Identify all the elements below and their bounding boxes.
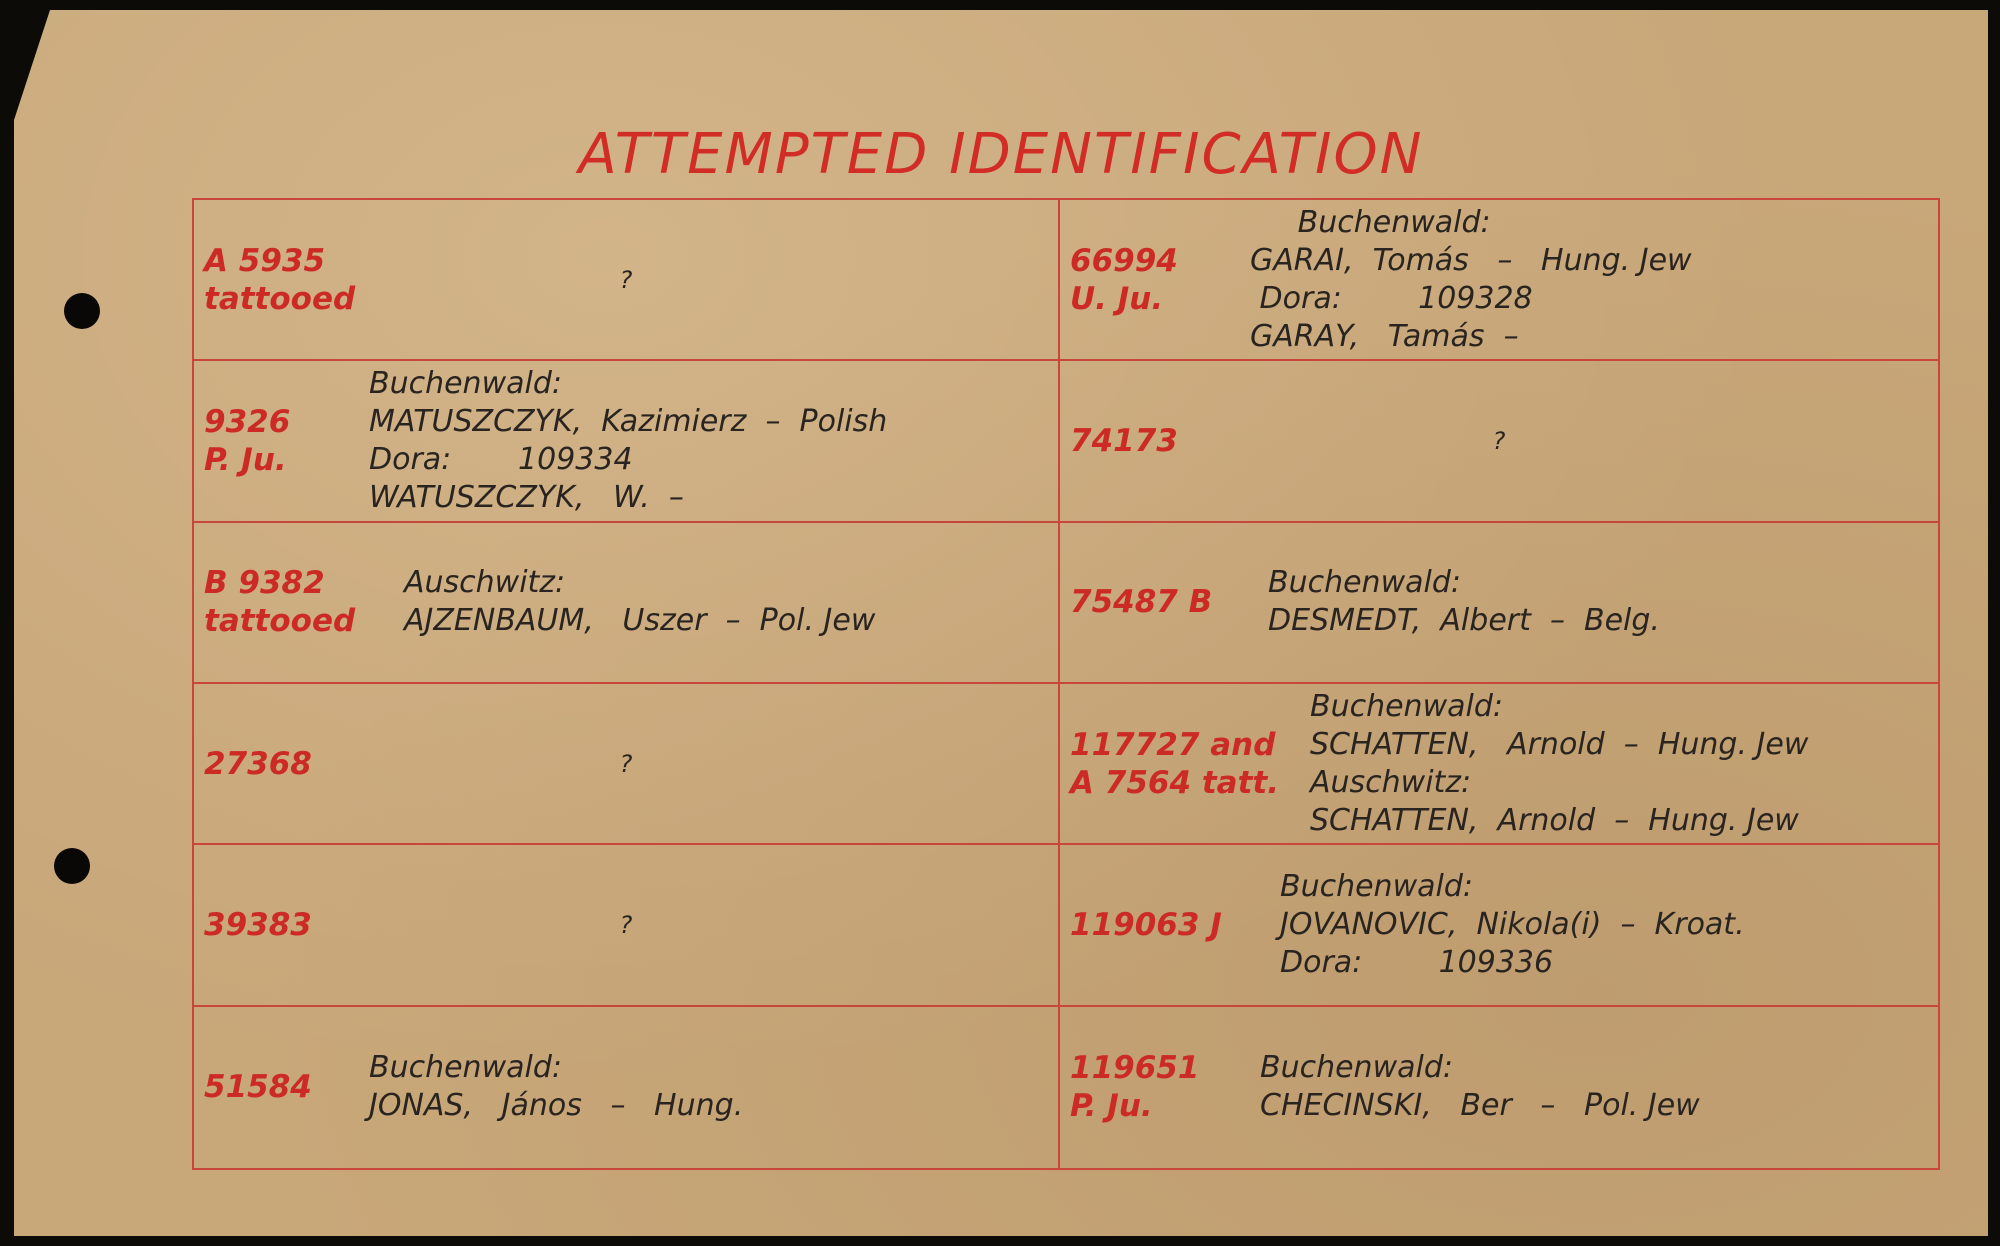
entry-cell xyxy=(1060,684,1938,845)
prisoner-number xyxy=(1070,906,1222,944)
index-card xyxy=(14,10,1988,1236)
number-line: tattooed xyxy=(204,603,356,640)
detail-line: CHECINSKI, Ber – Pol. Jew xyxy=(1260,1088,1700,1124)
detail-line: Buchenwald: xyxy=(369,1050,562,1086)
detail-line: JOVANOVIC, Nikola(i) – Kroat. xyxy=(1280,906,1745,942)
number-line: P. Ju. xyxy=(1070,1088,1153,1125)
unknown-mark: ? xyxy=(619,749,633,778)
detail-line: JONAS, János – Hung. xyxy=(369,1088,744,1124)
number-line: A 5935 xyxy=(204,242,326,279)
detail-line: Buchenwald: xyxy=(1268,565,1461,601)
identification-details xyxy=(369,1049,743,1125)
prisoner-number xyxy=(1070,726,1279,802)
prisoner-number xyxy=(204,1068,312,1106)
detail-line: Buchenwald: xyxy=(1250,204,1491,240)
detail-line: Buchenwald: xyxy=(369,365,562,401)
detail-line: Auschwitz: xyxy=(1310,764,1472,800)
identification-details xyxy=(1260,1049,1700,1125)
detail-line: MATUSZCZYK, Kazimierz – Polish xyxy=(369,403,888,439)
entry-cell xyxy=(1060,200,1938,361)
punch-hole xyxy=(64,293,100,329)
detail-line: GARAI, Tomás – Hung. Jew xyxy=(1250,242,1692,278)
detail-line: WATUSZCZYK, W. – xyxy=(369,479,684,515)
entry-cell xyxy=(1060,845,1938,1006)
identification-details xyxy=(1310,688,1808,840)
detail-line: SCHATTEN, Arnold – Hung. Jew xyxy=(1310,726,1809,762)
entry-cell xyxy=(194,845,1060,1006)
number-line: A 7564 tatt. xyxy=(1070,764,1280,801)
entry-cell xyxy=(194,200,1060,361)
prisoner-number xyxy=(1070,242,1178,318)
number-line: 66994 xyxy=(1070,242,1178,279)
prisoner-number xyxy=(204,403,290,479)
entry-cell xyxy=(1060,361,1938,522)
unknown-mark: ? xyxy=(619,265,633,294)
entry-cell xyxy=(194,684,1060,845)
number-line: 9326 xyxy=(204,403,291,440)
identification-details xyxy=(1250,204,1692,356)
detail-line: Buchenwald: xyxy=(1310,688,1503,724)
identification-details xyxy=(1268,564,1660,640)
number-line: 119651 xyxy=(1070,1050,1200,1087)
detail-line: Dora: 109336 xyxy=(1280,944,1554,980)
number-line: 75487 B xyxy=(1070,584,1213,621)
detail-line: Dora: 109334 xyxy=(369,441,633,477)
number-line: 117727 and xyxy=(1070,726,1276,763)
card-title: ATTEMPTED IDENTIFICATION xyxy=(578,122,1424,187)
number-line: B 9382 xyxy=(204,565,325,602)
number-line: 119063 J xyxy=(1070,906,1222,943)
number-line: U. Ju. xyxy=(1070,280,1164,317)
detail-line: Auschwitz: xyxy=(404,565,566,601)
number-line: 27368 xyxy=(204,745,312,782)
identification-details xyxy=(1280,868,1745,982)
detail-line: GARAY, Tamás – xyxy=(1250,318,1519,354)
entry-cell xyxy=(194,361,1060,522)
torn-corner xyxy=(14,10,50,120)
entry-cell xyxy=(1060,1007,1938,1168)
entry-cell xyxy=(194,1007,1060,1168)
detail-line: Buchenwald: xyxy=(1280,868,1473,904)
prisoner-number xyxy=(1070,1049,1199,1125)
identification-details xyxy=(369,365,887,517)
prisoner-number xyxy=(204,564,355,640)
identification-details xyxy=(404,564,875,640)
number-line: P. Ju. xyxy=(204,441,287,478)
number-line: 51584 xyxy=(204,1069,312,1106)
detail-line: AJZENBAUM, Uszer – Pol. Jew xyxy=(404,603,876,639)
punch-hole xyxy=(54,848,90,884)
detail-line: DESMEDT, Albert – Belg. xyxy=(1268,603,1660,639)
entry-cell xyxy=(1060,523,1938,684)
detail-line: Buchenwald: xyxy=(1260,1050,1453,1086)
unknown-mark: ? xyxy=(1492,426,1506,455)
number-line: 74173 xyxy=(1070,422,1178,459)
detail-line: Dora: 109328 xyxy=(1250,280,1533,316)
unknown-mark: ? xyxy=(619,910,633,939)
identification-table xyxy=(192,198,1940,1170)
prisoner-number xyxy=(1070,583,1212,621)
number-line: 39383 xyxy=(204,906,312,943)
detail-line: SCHATTEN, Arnold – Hung. Jew xyxy=(1310,802,1799,838)
entry-cell xyxy=(194,523,1060,684)
number-line: tattooed xyxy=(204,280,356,317)
